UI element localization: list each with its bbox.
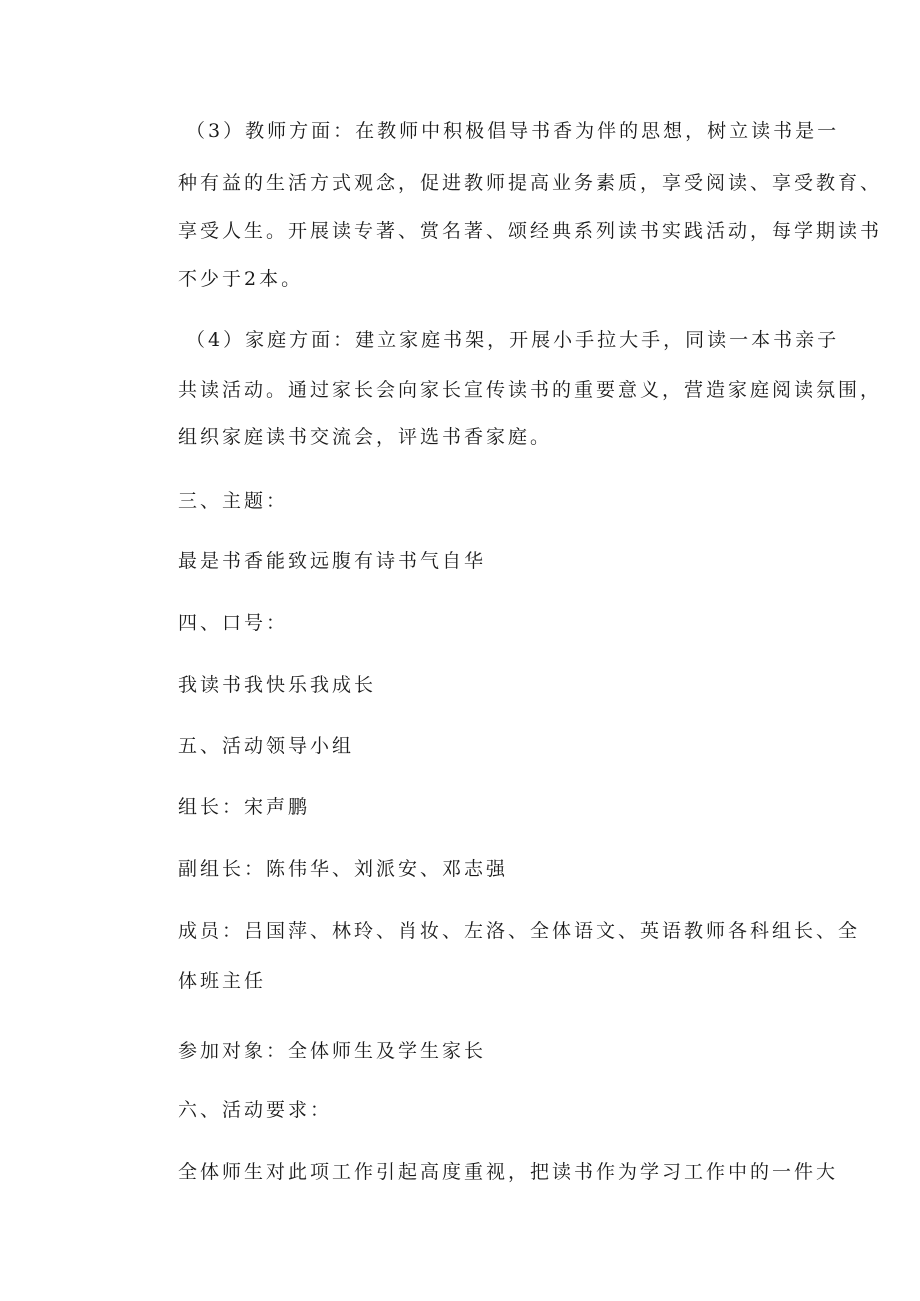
leader-line: 组长：宋声鹏 bbox=[178, 796, 311, 818]
paragraph-family-line-3: 组织家庭读书交流会，评选书香家庭。 bbox=[178, 426, 553, 448]
section-theme-heading: 三、主题： bbox=[178, 490, 289, 512]
paragraph-family-line-2: 共读活动。通过家长会向家长宣传读书的重要意义，营造家庭阅读氛围， bbox=[178, 379, 883, 401]
section-slogan-text: 我读书我快乐我成长 bbox=[178, 674, 377, 696]
section-theme-text: 最是书香能致远腹有诗书气自华 bbox=[178, 550, 487, 572]
members-line-2: 体班主任 bbox=[178, 970, 267, 992]
paragraph-teachers-line-1: （3）教师方面：在教师中积极倡导书香为伴的思想，树立读书是一 bbox=[186, 120, 840, 142]
paragraph-teachers-line-2: 种有益的生活方式观念，促进教师提高业务素质，享受阅读、享受教育、 bbox=[178, 172, 883, 194]
participants-line: 参加对象：全体师生及学生家长 bbox=[178, 1040, 487, 1062]
members-line-1: 成员：吕国萍、林玲、肖妆、左洛、全体语文、英语教师各科组长、全 bbox=[178, 920, 861, 942]
section-leadership-heading: 五、活动领导小组 bbox=[178, 735, 355, 757]
section-slogan-heading: 四、口号： bbox=[178, 612, 289, 634]
requirements-text: 全体师生对此项工作引起高度重视，把读书作为学习工作中的一件大 bbox=[178, 1161, 839, 1183]
section-requirements-heading: 六、活动要求： bbox=[178, 1099, 333, 1121]
deputy-leader-line: 副组长：陈伟华、刘派安、邓志强 bbox=[178, 858, 509, 880]
paragraph-family-line-1: （4）家庭方面：建立家庭书架，开展小手拉大手，同读一本书亲子 bbox=[186, 329, 840, 351]
paragraph-teachers-line-4: 不少于2本。 bbox=[178, 268, 304, 290]
paragraph-teachers-line-3: 享受人生。开展读专著、赏名著、颂经典系列读书实践活动，每学期读书 bbox=[178, 220, 883, 242]
